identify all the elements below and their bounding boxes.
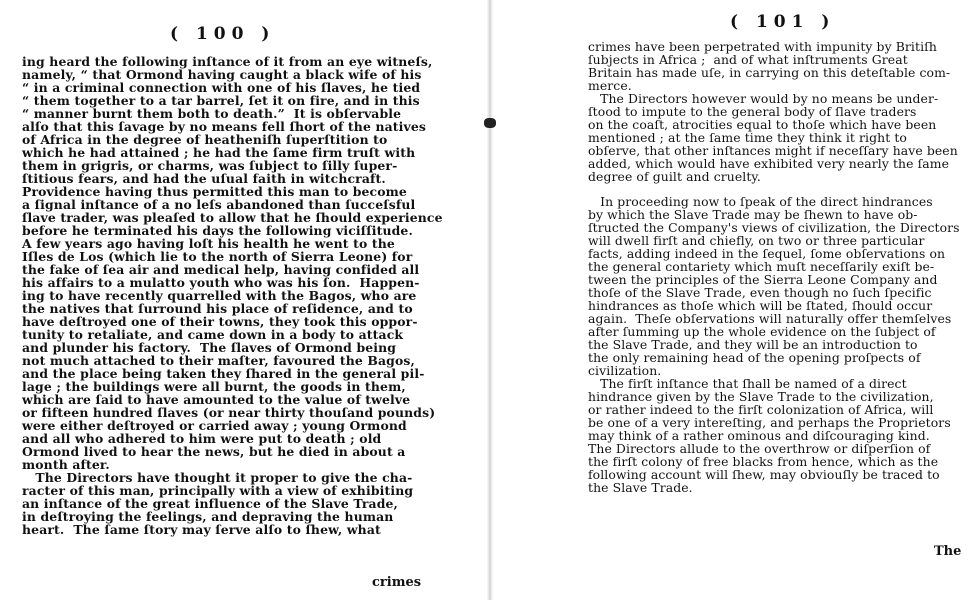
text-line: the general contariety which muſt neceſſarily exiſt be- xyxy=(588,259,935,274)
text-line: The firſt inſtance that ſhall be named of a direct xyxy=(588,376,907,391)
text-line: alſo that this ſavage by no means fell ſhort of the natives xyxy=(22,119,427,134)
text-line: added, which would have exhibited very nearly the ſame xyxy=(588,156,950,171)
text-line: The Directors allude to the overthrow or diſperſion of xyxy=(588,441,931,456)
text-line: facts, adding indeed in the ſequel, ſome obſervations on xyxy=(588,246,946,261)
left-page-body xyxy=(22,55,443,536)
text-line: and all who adhered to him were put to death ; old xyxy=(22,431,382,446)
text-line: lage ; the buildings were all burnt, the goods in them, xyxy=(22,379,406,394)
text-line: A few years ago having loſt his health he went to the xyxy=(22,236,395,251)
text-line: Ormond lived to hear the news, but he died in about a xyxy=(22,444,406,459)
text-line: Providence having thus permitted this man to become xyxy=(22,184,407,199)
text-line: ſtitious fears, and had the uſual faith in witchcraft. xyxy=(22,171,386,186)
text-line: “ manner burnt them both to death.” It is obſervable xyxy=(22,106,402,121)
left-page-number: ( 100 ) xyxy=(170,24,276,44)
text-line: or rather indeed to the firſt colonization of Africa, will xyxy=(588,402,934,417)
text-line: “ in a criminal connection with one of his ſlaves, he tied xyxy=(22,80,421,95)
text-line: month after. xyxy=(22,457,110,472)
text-line: in deſtroying the feelings, and depraving the human xyxy=(22,509,394,524)
text-line: heart. The ſame ſtory may ſerve alſo to ſhew, what xyxy=(22,522,381,537)
left-catchword: crimes xyxy=(372,575,422,590)
right-page-body xyxy=(588,40,960,494)
text-line: Britain has made uſe, in carrying on this deteſtable com- xyxy=(588,65,951,80)
text-line: ing to have recently quarrelled with the Bagos, who are xyxy=(22,288,417,303)
text-line: racter of this man, principally with a view of exhibiting xyxy=(22,483,414,498)
text-line: civilization. xyxy=(588,363,662,378)
text-line: “ them together to a tar barrel, ſet it on fire, and in this xyxy=(22,93,420,108)
text-line: them in grigris, or charms, was ſubject to ſilly ſuper- xyxy=(22,158,398,173)
text-line: will dwell firſt and chiefly, on two or three particular xyxy=(588,233,925,248)
text-line: ſubjects in Africa ; and of what inſtruments Great xyxy=(588,52,908,67)
right-page xyxy=(492,0,980,600)
text-line: hindrances as thoſe which will be ſtated, ſhould occur xyxy=(588,298,933,313)
text-line: mentioned ; at the ſame time they think it right to xyxy=(588,130,907,145)
text-line: which he had attained ; he had the ſame firm truſt with xyxy=(22,145,416,160)
text-line: again. Theſe obſervations will naturally offer themſelves xyxy=(588,311,952,326)
text-line: tween the principles of the Sierra Leone Company and xyxy=(588,272,938,287)
text-line: merce. xyxy=(588,78,632,93)
text-line: on the coaſt, atrocities equal to thoſe which have been xyxy=(588,117,937,132)
text-line: hindrance given by the Slave Trade to the civilization, xyxy=(588,389,934,404)
text-line: The Directors have thought it proper to give the cha- xyxy=(22,470,413,485)
text-line: thoſe of the Slave Trade, even though no ſuch ſpecific xyxy=(588,285,932,300)
text-line: crimes have been perpetrated with impunity by Britiſh xyxy=(588,39,937,54)
text-line: a ſignal inſtance of a no leſs abandoned than ſucceſsful xyxy=(22,197,416,212)
text-line: before he terminated his days the following viciſſitude. xyxy=(22,223,413,238)
text-line: namely, “ that Ormond having caught a black wife of his xyxy=(22,67,422,82)
text-line: the Slave Trade, and they will be an introduction to xyxy=(588,337,918,352)
text-line: the firſt colony of free blacks from hence, which as the xyxy=(588,454,939,469)
text-line: ſtood to impute to the general body of ſlave traders xyxy=(588,104,917,119)
text-line: his affairs to a mulatto youth who was his ſon. Happen- xyxy=(22,275,420,290)
text-line: have deſtroyed one of their towns, they took this oppor- xyxy=(22,314,418,329)
text-line: following account will ſhew, may obviouſly be traced to xyxy=(588,467,940,482)
text-line: obſerve, that other inſtances might if neceſſary have been xyxy=(588,143,958,158)
text-line: the Slave Trade. xyxy=(588,480,693,495)
left-page xyxy=(0,0,488,600)
right-catchword: The xyxy=(934,544,962,559)
text-line: the fake of ſea air and medical help, having confided all xyxy=(22,262,420,277)
text-line: which are ſaid to have amounted to the value of twelve xyxy=(22,392,411,407)
text-line: be one of a very intereſting, and perhaps the Proprietors xyxy=(588,415,951,430)
text-line: ſtructed the Company's views of civilization, the Directors xyxy=(588,220,960,235)
text-line: ſlave trader, was pleaſed to allow that he ſhould experience xyxy=(22,210,443,225)
text-line: tunity to retaliate, and came down in a body to attack xyxy=(22,327,404,342)
text-line: not much attached to their maſter, favoured the Bagos, xyxy=(22,353,415,368)
text-line: by which the Slave Trade may be ſhewn to have ob- xyxy=(588,207,918,222)
text-line: ing heard the following inſtance of it from an eye witneſs, xyxy=(22,54,433,69)
text-line: the only remaining head of the opening proſpects of xyxy=(588,350,921,365)
text-line: Iſles de Los (which lie to the north of Sierra Leone) for xyxy=(22,249,413,264)
right-page-number: ( 101 ) xyxy=(730,12,836,32)
text-line: or fifteen hundred ſlaves (or near thirty thouſand pounds) xyxy=(22,405,436,420)
text-line: degree of guilt and cruelty. xyxy=(588,169,761,184)
text-line: after ſumming up the whole evidence on the ſubject of xyxy=(588,324,936,339)
text-line: The Directors however would by no means be under- xyxy=(588,91,939,106)
text-line: the natives that ſurround his place of reſidence, and to xyxy=(22,301,413,316)
text-line: were either deſtroyed or carried away ; young Ormond xyxy=(22,418,407,433)
text-line: In proceeding now to ſpeak of the direct hindrances xyxy=(588,194,933,209)
text-line: and plunder his factory. The ſlaves of Ormond being xyxy=(22,340,397,355)
text-line: may think of a rather ominous and diſcouraging kind. xyxy=(588,428,930,443)
text-line: and the place being taken they ſhared in the general pil- xyxy=(22,366,425,381)
text-line: of Africa in the degree of heatheniſh ſuperſtition to xyxy=(22,132,388,147)
text-line: an inſtance of the great influence of the Slave Trade, xyxy=(22,496,399,511)
